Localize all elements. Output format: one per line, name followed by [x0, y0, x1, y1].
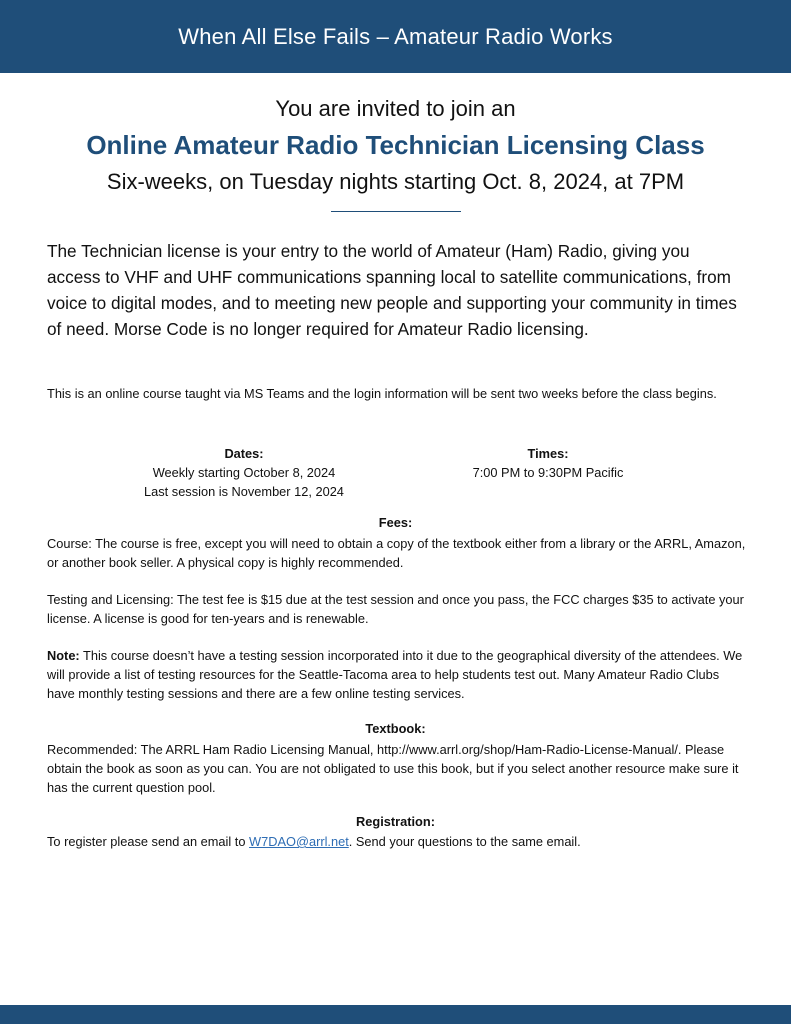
page-subtitle: Six-weeks, on Tuesday nights starting Oct. 8, 2024, at 7PM — [106, 169, 685, 194]
title-divider — [331, 211, 461, 212]
banner-text: When All Else Fails – Amateur Radio Works — [178, 23, 613, 49]
dates-heading: Dates: — [224, 446, 264, 461]
registration-heading: Registration: — [356, 814, 435, 829]
fees-course-text: Course: The course is free, except you will need to obtain a copy of the textbook either from a library or the ARRL, Amazon, or another book seller. A physical copy is highly recommended. — [47, 536, 746, 570]
dates-line-2: Last session is November 12, 2024 — [144, 484, 344, 499]
note-text: This course doesn’t have a testing session incorporated into it due to the geographical diversity of the attendees. We will provide a list of testing resources for the Seattle-Tacoma area to help students test out. Many Amateur Radio Clubs have monthly testing sessions and there are a few online testing services. — [47, 648, 743, 701]
email-link[interactable]: W7DAO@arrl.net — [249, 834, 349, 849]
intro-paragraph: The Technician license is your entry to the world of Amateur (Ham) Radio, giving you access to VHF and UHF communications spanning local to satellite communications, from voice to digital modes, and to meeting new people and supporting your community in times of need. Morse Code is no longer required for Amateur Radio licensing. — [47, 241, 737, 339]
footer-bar — [0, 1005, 791, 1024]
registration-after: . Send your questions to the same email. — [348, 834, 581, 849]
fees-testing-text: Testing and Licensing: The test fee is $15 due at the test session and once you pass, the FCC charges $35 to activate your license. A license is good for ten-years and is renewable. — [47, 592, 744, 626]
textbook-text: Recommended: The ARRL Ham Radio Licensing Manual, http://www.arrl.org/shop/Ham-Radio-License-Manual/. Please obtain the book as soon as you can. You are not obligated to use this book, but if you select another resource make sure it has the current question pool. — [47, 742, 739, 795]
page-title: Online Amateur Radio Technician Licensing Class — [86, 130, 705, 160]
times-line-1: 7:00 PM to 9:30PM Pacific — [472, 465, 624, 480]
note-label: Note: — [47, 648, 80, 663]
textbook-heading: Textbook: — [365, 721, 426, 736]
registration-before: To register please send an email to — [47, 834, 250, 849]
invite-line: You are invited to join an — [275, 96, 516, 121]
fees-heading: Fees: — [378, 515, 413, 530]
dates-line-1: Weekly starting October 8, 2024 — [152, 465, 336, 480]
header-banner — [0, 0, 791, 73]
dates-column — [94, 444, 394, 501]
registration-text — [47, 832, 747, 851]
times-heading: Times: — [527, 446, 569, 461]
online-course-note: This is an online course taught via MS Teams and the login information will be sent two weeks before the class begins. — [47, 386, 717, 401]
times-column — [398, 444, 698, 482]
fees-note — [47, 646, 747, 703]
